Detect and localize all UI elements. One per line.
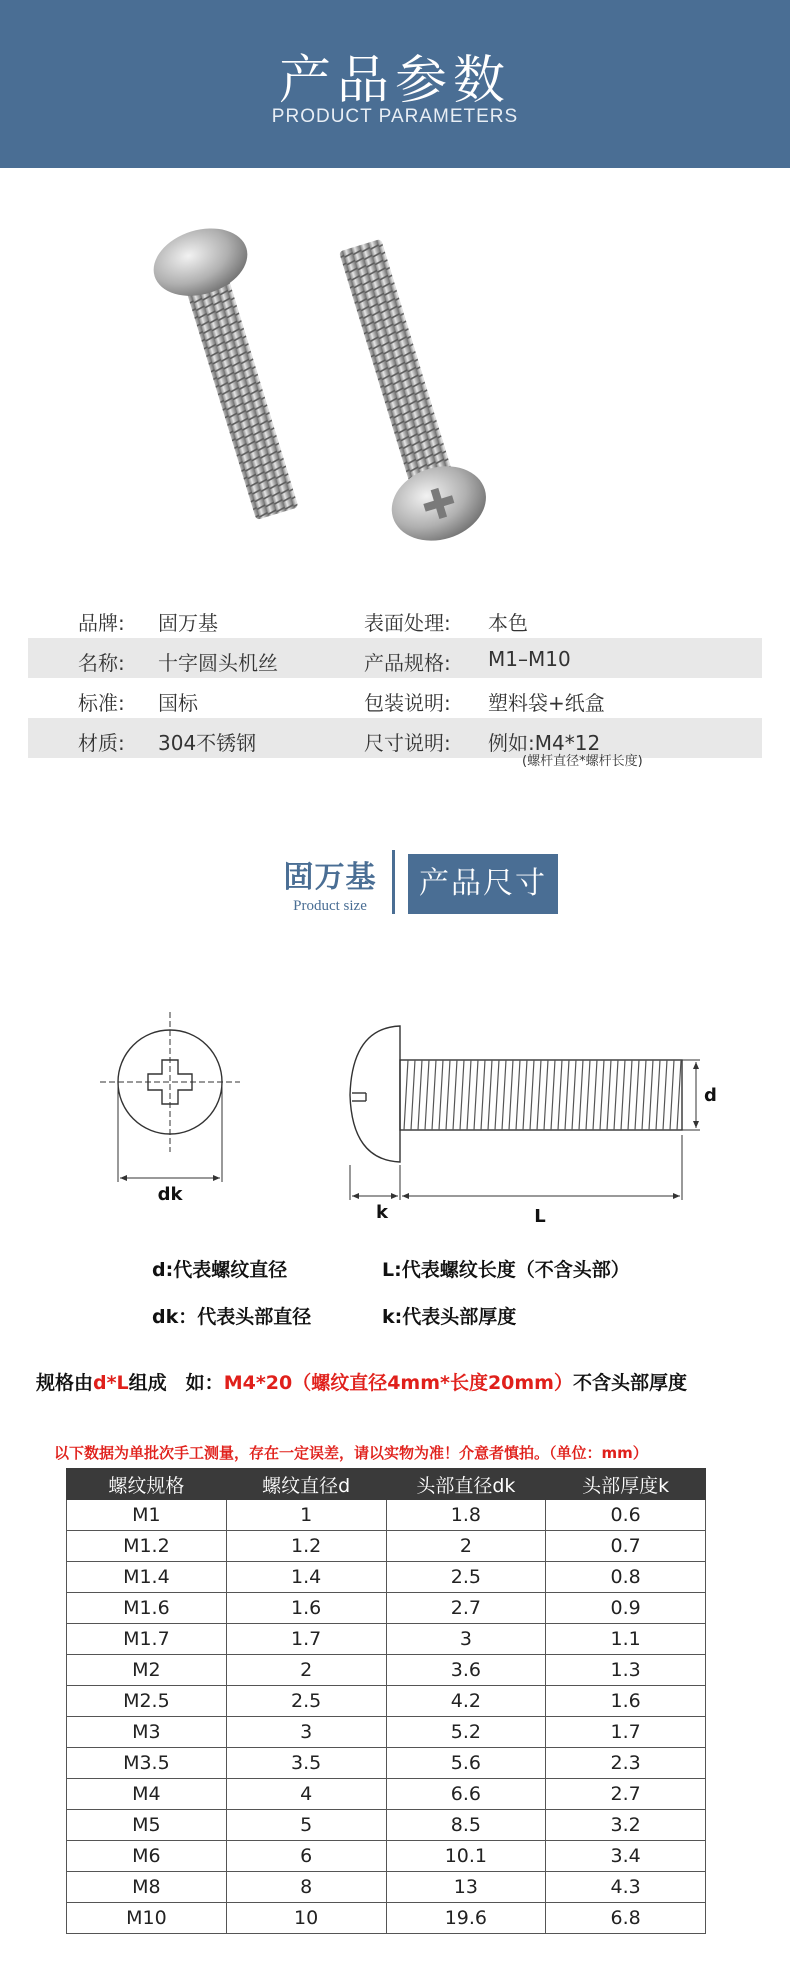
measurement-warning: 以下数据为单批次手工测量，存在一定误差，请以实物为准！介意者慎拍。（单位：mm） xyxy=(54,1444,648,1462)
table-cell: 5.6 xyxy=(386,1748,546,1779)
table-cell: 3.4 xyxy=(546,1841,706,1872)
table-cell: 2 xyxy=(226,1655,386,1686)
header-banner xyxy=(0,0,790,168)
param-key: 品牌: xyxy=(78,611,125,635)
size-note: (螺杆直径*螺杆长度) xyxy=(522,754,643,769)
table-cell: 1.7 xyxy=(226,1624,386,1655)
page-title: 产品参数 xyxy=(278,51,511,111)
param-row xyxy=(28,638,762,678)
table-cell: 3 xyxy=(386,1624,546,1655)
param-key: 标准: xyxy=(78,691,125,715)
table-cell: M10 xyxy=(67,1903,227,1934)
table-cell: 0.9 xyxy=(546,1593,706,1624)
table-row xyxy=(67,1655,706,1686)
table-cell: 8.5 xyxy=(386,1810,546,1841)
param-key: 尺寸说明: xyxy=(364,731,451,755)
table-row xyxy=(67,1717,706,1748)
table-row xyxy=(67,1624,706,1655)
param-value: 固万基 xyxy=(158,611,218,635)
table-cell: 6.6 xyxy=(386,1779,546,1810)
table-row xyxy=(67,1810,706,1841)
legend-L: L:代表螺纹长度（不含头部） xyxy=(382,1259,630,1281)
screw-dimension-diagram xyxy=(0,1000,790,1230)
table-cell: 1.1 xyxy=(546,1624,706,1655)
parameters-table xyxy=(28,598,762,758)
table-cell: M8 xyxy=(67,1872,227,1903)
section-title-product-size: 产品尺寸 xyxy=(408,854,558,914)
table-cell: M1.2 xyxy=(67,1531,227,1562)
spec-prefix: 规格由 xyxy=(36,1372,94,1394)
table-cell: 0.8 xyxy=(546,1562,706,1593)
param-value: 例如:M4*12 xyxy=(488,731,601,755)
spec-example: M4*20（螺纹直径4mm*长度20mm） xyxy=(223,1372,573,1394)
spec-suffix: 不含头部厚度 xyxy=(572,1372,687,1394)
table-row xyxy=(67,1686,706,1717)
column-header: 头部直径dk xyxy=(386,1469,546,1500)
param-value: 本色 xyxy=(488,611,528,635)
table-cell: 2.5 xyxy=(386,1562,546,1593)
table-cell: 19.6 xyxy=(386,1903,546,1934)
table-header-row xyxy=(67,1469,706,1500)
param-key: 产品规格: xyxy=(364,651,451,675)
table-cell: M4 xyxy=(67,1779,227,1810)
table-row xyxy=(67,1500,706,1531)
table-cell: 4.2 xyxy=(386,1686,546,1717)
legend-k: k:代表头部厚度 xyxy=(382,1306,517,1328)
label-k: k xyxy=(376,1202,388,1223)
table-cell: 3.6 xyxy=(386,1655,546,1686)
table-cell: 2.3 xyxy=(546,1748,706,1779)
param-key: 包装说明: xyxy=(364,691,451,715)
page-subtitle: PRODUCT PARAMETERS xyxy=(271,106,519,127)
divider xyxy=(392,850,395,914)
legend-dk: dk：代表头部直径 xyxy=(152,1306,312,1328)
table-cell: 1.6 xyxy=(226,1593,386,1624)
spec-formula: d*L xyxy=(93,1372,129,1394)
table-row xyxy=(67,1779,706,1810)
product-photo-screws xyxy=(150,220,570,560)
param-value: 国标 xyxy=(158,691,198,715)
table-cell: 1.6 xyxy=(546,1686,706,1717)
table-cell: 5.2 xyxy=(386,1717,546,1748)
table-cell: M2.5 xyxy=(67,1686,227,1717)
table-cell: 3 xyxy=(226,1717,386,1748)
table-cell: 10.1 xyxy=(386,1841,546,1872)
label-dk: dk xyxy=(157,1184,183,1205)
column-header: 头部厚度k xyxy=(546,1469,706,1500)
label-d: d xyxy=(704,1085,717,1106)
table-cell: 2 xyxy=(386,1531,546,1562)
table-row xyxy=(67,1841,706,1872)
param-row xyxy=(28,678,762,718)
param-row xyxy=(28,598,762,638)
brand-name: 固万基 xyxy=(283,860,377,895)
table-cell: M1.4 xyxy=(67,1562,227,1593)
table-cell: 6.8 xyxy=(546,1903,706,1934)
table-cell: 1 xyxy=(226,1500,386,1531)
table-cell: 6 xyxy=(226,1841,386,1872)
legend-d: d:代表螺纹直径 xyxy=(152,1259,288,1281)
table-cell: 5 xyxy=(226,1810,386,1841)
table-cell: 10 xyxy=(226,1903,386,1934)
table-cell: 1.3 xyxy=(546,1655,706,1686)
table-cell: 13 xyxy=(386,1872,546,1903)
table-cell: 3.2 xyxy=(546,1810,706,1841)
table-cell: 2.7 xyxy=(546,1779,706,1810)
table-cell: 0.6 xyxy=(546,1500,706,1531)
label-L: L xyxy=(534,1206,546,1227)
table-cell: 4.3 xyxy=(546,1872,706,1903)
screw-side-view xyxy=(350,1026,700,1200)
table-row xyxy=(67,1748,706,1779)
param-value: 十字圆头机丝 xyxy=(158,651,278,675)
table-cell: 1.4 xyxy=(226,1562,386,1593)
table-cell: 8 xyxy=(226,1872,386,1903)
size-table xyxy=(66,1468,706,1934)
brand-logo xyxy=(276,852,384,915)
param-value: 304不锈钢 xyxy=(158,731,257,755)
table-cell: M3 xyxy=(67,1717,227,1748)
table-cell: M2 xyxy=(67,1655,227,1686)
param-key: 材质: xyxy=(78,731,125,755)
param-value: M1–M10 xyxy=(488,647,571,671)
table-cell: 1.2 xyxy=(226,1531,386,1562)
table-cell: 1.7 xyxy=(546,1717,706,1748)
table-cell: M3.5 xyxy=(67,1748,227,1779)
param-row xyxy=(28,718,762,758)
column-header: 螺纹规格 xyxy=(67,1469,227,1500)
column-header: 螺纹直径d xyxy=(226,1469,386,1500)
param-value: 塑料袋+纸盒 xyxy=(488,691,605,715)
table-row xyxy=(67,1531,706,1562)
param-key: 表面处理: xyxy=(364,611,451,635)
table-cell: M1.7 xyxy=(67,1624,227,1655)
table-row xyxy=(67,1593,706,1624)
table-cell: M1.6 xyxy=(67,1593,227,1624)
table-cell: M1 xyxy=(67,1500,227,1531)
table-cell: M5 xyxy=(67,1810,227,1841)
spec-mid: 组成 如： xyxy=(128,1372,224,1394)
table-row xyxy=(67,1562,706,1593)
table-row xyxy=(67,1903,706,1934)
brand-tagline: Product size xyxy=(293,898,367,914)
table-cell: 0.7 xyxy=(546,1531,706,1562)
table-cell: 4 xyxy=(226,1779,386,1810)
head-front-view xyxy=(100,1012,240,1182)
table-cell: M6 xyxy=(67,1841,227,1872)
param-key: 名称: xyxy=(78,651,125,675)
table-cell: 2.7 xyxy=(386,1593,546,1624)
table-cell: 3.5 xyxy=(226,1748,386,1779)
spec-explanation xyxy=(36,1368,687,1395)
table-cell: 2.5 xyxy=(226,1686,386,1717)
table-row xyxy=(67,1872,706,1903)
table-cell: 1.8 xyxy=(386,1500,546,1531)
